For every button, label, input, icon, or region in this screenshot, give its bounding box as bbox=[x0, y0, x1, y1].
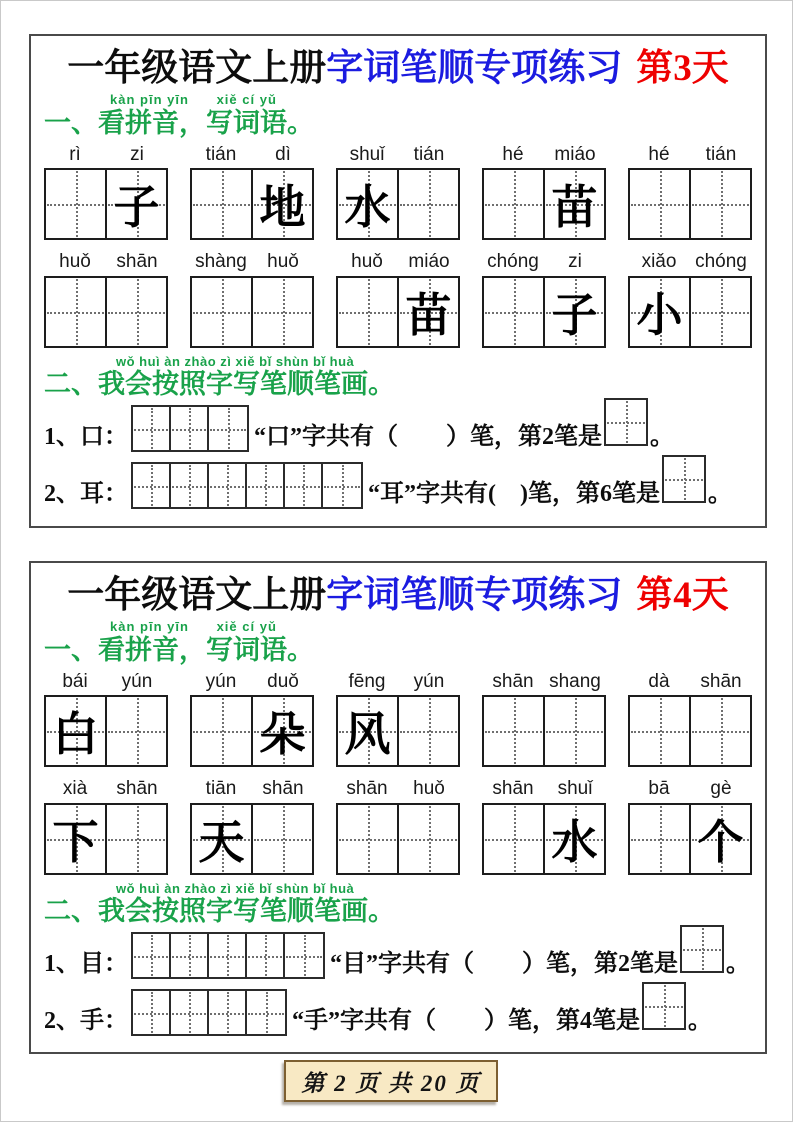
stroke-answer-box bbox=[680, 925, 724, 973]
pinyin-syllable: shang bbox=[549, 670, 601, 692]
grid-guide-vertical bbox=[222, 698, 224, 764]
writing-cell bbox=[107, 170, 166, 238]
pinyin-label bbox=[336, 778, 460, 801]
writing-grid bbox=[190, 695, 314, 767]
writing-cell bbox=[46, 278, 107, 346]
section2-heading-block bbox=[44, 882, 752, 927]
grid-guide-vertical bbox=[189, 465, 191, 506]
written-character: 水 bbox=[551, 817, 598, 869]
word-exercise bbox=[190, 778, 314, 875]
writing-cell bbox=[192, 170, 253, 238]
section2-title: 二、我会按照字写笔顺笔画。 bbox=[44, 896, 395, 927]
written-character: 子 bbox=[551, 290, 598, 342]
stroke-question-text: “耳”字共有( )笔，第6笔是 bbox=[368, 481, 660, 508]
writing-grid bbox=[628, 168, 752, 240]
pinyin-syllable: shuǐ bbox=[557, 778, 593, 800]
word-exercise bbox=[628, 251, 752, 348]
writing-grid bbox=[190, 803, 314, 875]
pinyin-syllable: tián bbox=[413, 143, 445, 165]
pinyin-label bbox=[628, 778, 752, 801]
writing-grid bbox=[44, 803, 168, 875]
pinyin-syllable: tián bbox=[705, 143, 737, 165]
stroke-cell bbox=[247, 991, 285, 1034]
stroke-cell bbox=[209, 991, 247, 1034]
written-character: 白 bbox=[52, 709, 99, 761]
grid-guide-vertical bbox=[702, 928, 704, 970]
pinyin-syllable: shān bbox=[700, 670, 742, 692]
grid-guide-vertical bbox=[137, 806, 139, 872]
pinyin-label bbox=[44, 251, 168, 274]
written-character: 水 bbox=[344, 182, 391, 234]
stroke-cell bbox=[133, 464, 171, 507]
grid-guide-vertical bbox=[721, 279, 723, 345]
grid-guide-vertical bbox=[137, 698, 139, 764]
stroke-order-exercise bbox=[44, 467, 752, 515]
pinyin-syllable: gè bbox=[710, 778, 732, 800]
pinyin-syllable: hé bbox=[502, 143, 524, 165]
page-number-text: 第 2 页 共 20 页 bbox=[301, 1070, 481, 1096]
grid-guide-vertical bbox=[151, 992, 153, 1033]
word-exercise bbox=[628, 144, 752, 241]
pinyin-syllable: chóng bbox=[487, 251, 539, 273]
pinyin-syllable: yún bbox=[121, 670, 153, 692]
pinyin-syllable: chóng bbox=[695, 251, 747, 273]
period-mark: 。 bbox=[650, 424, 674, 451]
grid-guide-vertical bbox=[227, 935, 229, 976]
word-row bbox=[44, 671, 752, 768]
section2-pinyin: wǒ huì àn zhào zì xiě bǐ shùn bǐ huà bbox=[116, 881, 355, 897]
title-grade-part: 一年级语文上册 bbox=[67, 48, 327, 89]
writing-grid bbox=[336, 695, 460, 767]
word-exercise bbox=[336, 778, 460, 875]
written-character: 朵 bbox=[259, 709, 306, 761]
pinyin-label bbox=[336, 671, 460, 694]
writing-cell bbox=[107, 278, 166, 346]
writing-grid bbox=[482, 695, 606, 767]
word-exercise bbox=[482, 251, 606, 348]
pinyin-label bbox=[44, 671, 168, 694]
grid-guide-vertical bbox=[429, 171, 431, 237]
writing-cell bbox=[399, 278, 458, 346]
grid-guide-vertical bbox=[304, 935, 306, 976]
stroke-question-text: “目”字共有（ ）笔，第2笔是 bbox=[330, 951, 678, 978]
period-mark: 。 bbox=[707, 481, 732, 508]
writing-cell bbox=[107, 805, 166, 873]
pinyin-label bbox=[482, 144, 606, 167]
word-exercise bbox=[190, 251, 314, 348]
word-exercise bbox=[336, 251, 460, 348]
pinyin-label bbox=[336, 251, 460, 274]
word-row bbox=[44, 144, 752, 241]
written-character: 天 bbox=[198, 817, 245, 869]
grid-guide-vertical bbox=[342, 465, 344, 506]
written-character: 地 bbox=[259, 182, 306, 234]
pinyin-syllable: duǒ bbox=[267, 670, 299, 692]
word-row bbox=[44, 251, 752, 348]
pinyin-syllable: miáo bbox=[408, 251, 450, 273]
word-exercise bbox=[336, 144, 460, 241]
stroke-order-grid bbox=[131, 462, 363, 509]
grid-guide-vertical bbox=[626, 401, 628, 443]
writing-cell bbox=[545, 278, 604, 346]
stroke-question-text: “口”字共有（ ）笔，第2笔是 bbox=[254, 424, 602, 451]
pinyin-label bbox=[190, 144, 314, 167]
word-row bbox=[44, 778, 752, 875]
grid-guide-vertical bbox=[514, 698, 516, 764]
word-exercise bbox=[482, 671, 606, 768]
pinyin-syllable: shuǐ bbox=[349, 143, 385, 165]
grid-guide-vertical bbox=[664, 985, 666, 1027]
stroke-order-exercise bbox=[44, 994, 752, 1042]
word-exercise bbox=[482, 778, 606, 875]
pinyin-syllable: dà bbox=[648, 670, 670, 692]
word-exercise bbox=[628, 671, 752, 768]
written-character: 子 bbox=[113, 182, 160, 234]
grid-guide-vertical bbox=[368, 279, 370, 345]
section1-pinyin: kàn pīn yīn xiě cí yǔ bbox=[110, 92, 277, 108]
stroke-cell bbox=[133, 407, 171, 450]
pinyin-label bbox=[482, 251, 606, 274]
word-exercise bbox=[190, 671, 314, 768]
title-grade-part: 一年级语文上册 bbox=[67, 575, 327, 616]
writing-cell bbox=[253, 805, 312, 873]
section1-heading-block bbox=[44, 620, 752, 665]
grid-guide-vertical bbox=[429, 806, 431, 872]
pinyin-syllable: fēng bbox=[348, 670, 386, 692]
writing-cell bbox=[691, 805, 750, 873]
writing-cell bbox=[545, 170, 604, 238]
pinyin-syllable: shān bbox=[116, 778, 158, 800]
word-exercise bbox=[336, 671, 460, 768]
grid-guide-vertical bbox=[227, 465, 229, 506]
word-exercise bbox=[44, 671, 168, 768]
pinyin-syllable: rì bbox=[69, 143, 81, 165]
pinyin-syllable: shān bbox=[492, 670, 534, 692]
stroke-cell bbox=[247, 934, 285, 977]
title-day-badge: 第3天 bbox=[636, 48, 729, 89]
grid-guide-vertical bbox=[429, 698, 431, 764]
grid-guide-vertical bbox=[228, 408, 230, 449]
writing-grid bbox=[44, 695, 168, 767]
pinyin-syllable: dì bbox=[275, 143, 291, 165]
pinyin-syllable: yún bbox=[205, 670, 237, 692]
written-character: 苗 bbox=[405, 290, 452, 342]
pinyin-syllable: zi bbox=[568, 251, 582, 273]
word-exercise bbox=[44, 778, 168, 875]
grid-guide-vertical bbox=[283, 279, 285, 345]
grid-guide-vertical bbox=[514, 279, 516, 345]
writing-grid bbox=[628, 276, 752, 348]
grid-guide-vertical bbox=[189, 408, 191, 449]
writing-cell bbox=[545, 805, 604, 873]
grid-guide-vertical bbox=[151, 408, 153, 449]
pinyin-label bbox=[44, 144, 168, 167]
grid-guide-vertical bbox=[660, 698, 662, 764]
writing-grid bbox=[482, 168, 606, 240]
stroke-order-grid bbox=[131, 989, 287, 1036]
writing-cell bbox=[107, 697, 166, 765]
writing-cell bbox=[630, 278, 691, 346]
section2-title: 二、我会按照字写笔顺笔画。 bbox=[44, 369, 395, 400]
word-exercise bbox=[44, 144, 168, 241]
writing-grid bbox=[482, 276, 606, 348]
writing-grid bbox=[336, 276, 460, 348]
pinyin-label bbox=[190, 251, 314, 274]
written-character: 下 bbox=[52, 817, 99, 869]
writing-cell bbox=[399, 805, 458, 873]
pinyin-label bbox=[190, 778, 314, 801]
word-exercise bbox=[44, 251, 168, 348]
writing-cell bbox=[46, 697, 107, 765]
stroke-cell bbox=[323, 464, 361, 507]
writing-cell bbox=[484, 170, 545, 238]
writing-grid bbox=[336, 803, 460, 875]
grid-guide-vertical bbox=[222, 171, 224, 237]
grid-guide-vertical bbox=[189, 935, 191, 976]
pinyin-syllable: huǒ bbox=[267, 251, 299, 273]
pinyin-syllable: xià bbox=[62, 778, 88, 800]
writing-grid bbox=[44, 168, 168, 240]
writing-cell bbox=[484, 278, 545, 346]
grid-guide-vertical bbox=[514, 171, 516, 237]
stroke-cell bbox=[209, 464, 247, 507]
grid-guide-vertical bbox=[227, 992, 229, 1033]
grid-guide-vertical bbox=[76, 279, 78, 345]
pinyin-syllable: shān bbox=[346, 778, 388, 800]
grid-guide-vertical bbox=[660, 806, 662, 872]
writing-grid bbox=[336, 168, 460, 240]
writing-cell bbox=[253, 170, 312, 238]
pinyin-label bbox=[628, 671, 752, 694]
grid-guide-vertical bbox=[265, 465, 267, 506]
writing-cell bbox=[338, 170, 399, 238]
title-subject-part: 字词笔顺专项练习 bbox=[326, 48, 623, 89]
written-character: 小 bbox=[636, 290, 683, 342]
grid-guide-vertical bbox=[283, 806, 285, 872]
stroke-cell bbox=[247, 464, 285, 507]
title-subject-part: 字词笔顺专项练习 bbox=[326, 575, 623, 616]
grid-guide-vertical bbox=[265, 935, 267, 976]
pinyin-label bbox=[482, 671, 606, 694]
stroke-exercise-label: 2、手： bbox=[44, 1008, 128, 1035]
pinyin-syllable: yún bbox=[413, 670, 445, 692]
page-number-footer bbox=[284, 1060, 498, 1102]
stroke-order-exercise bbox=[44, 410, 752, 458]
section1-title: 一、看拼音，写词语。 bbox=[44, 634, 314, 665]
grid-guide-vertical bbox=[660, 171, 662, 237]
pinyin-syllable: huǒ bbox=[59, 251, 91, 273]
pinyin-syllable: miáo bbox=[554, 143, 596, 165]
writing-cell bbox=[338, 278, 399, 346]
period-mark: 。 bbox=[688, 1008, 712, 1035]
stroke-order-exercise bbox=[44, 937, 752, 985]
writing-cell bbox=[192, 278, 253, 346]
grid-guide-vertical bbox=[151, 935, 153, 976]
writing-cell bbox=[192, 805, 253, 873]
writing-cell bbox=[253, 278, 312, 346]
pinyin-syllable: bái bbox=[62, 670, 88, 692]
grid-guide-vertical bbox=[575, 698, 577, 764]
grid-guide-vertical bbox=[684, 458, 686, 500]
stroke-exercise-list bbox=[44, 937, 752, 1042]
title-day-badge: 第4天 bbox=[636, 575, 729, 616]
stroke-cell bbox=[171, 464, 209, 507]
writing-grid bbox=[190, 168, 314, 240]
section1-heading-block bbox=[44, 93, 752, 138]
section2-heading-block bbox=[44, 355, 752, 400]
stroke-cell bbox=[285, 464, 323, 507]
grid-guide-vertical bbox=[514, 806, 516, 872]
stroke-answer-box bbox=[642, 982, 686, 1030]
pinyin-label bbox=[44, 778, 168, 801]
written-character: 个 bbox=[697, 817, 744, 869]
writing-cell bbox=[630, 697, 691, 765]
stroke-cell bbox=[209, 934, 247, 977]
pinyin-syllable: shān bbox=[116, 251, 158, 273]
period-mark: 。 bbox=[726, 951, 750, 978]
pinyin-label bbox=[336, 144, 460, 167]
pinyin-label bbox=[482, 778, 606, 801]
writing-cell bbox=[630, 170, 691, 238]
word-exercise bbox=[482, 144, 606, 241]
pinyin-syllable: tián bbox=[205, 143, 237, 165]
grid-guide-vertical bbox=[222, 279, 224, 345]
stroke-cell bbox=[171, 407, 209, 450]
pinyin-syllable: tiān bbox=[205, 778, 237, 800]
writing-cell bbox=[192, 697, 253, 765]
pinyin-syllable: huǒ bbox=[413, 778, 445, 800]
writing-cell bbox=[691, 278, 750, 346]
writing-cell bbox=[338, 697, 399, 765]
word-exercise bbox=[190, 144, 314, 241]
pinyin-syllable: hé bbox=[648, 143, 670, 165]
stroke-answer-box bbox=[604, 398, 648, 446]
writing-grid bbox=[628, 695, 752, 767]
stroke-exercise-list bbox=[44, 410, 752, 515]
writing-cell bbox=[253, 697, 312, 765]
stroke-order-grid bbox=[131, 932, 325, 979]
grid-guide-vertical bbox=[368, 806, 370, 872]
writing-cell bbox=[484, 805, 545, 873]
stroke-cell bbox=[133, 991, 171, 1034]
worksheet-title-day4 bbox=[44, 573, 752, 619]
stroke-cell bbox=[285, 934, 323, 977]
writing-grid bbox=[190, 276, 314, 348]
writing-grid bbox=[628, 803, 752, 875]
worksheet-panel-day3 bbox=[29, 34, 767, 528]
pinyin-label bbox=[628, 144, 752, 167]
stroke-question-text: “手”字共有（ ）笔，第4笔是 bbox=[292, 1008, 640, 1035]
pinyin-label bbox=[628, 251, 752, 274]
worksheet-panel-day4 bbox=[29, 561, 767, 1054]
stroke-order-grid bbox=[131, 405, 249, 452]
stroke-cell bbox=[209, 407, 247, 450]
grid-guide-vertical bbox=[721, 171, 723, 237]
pinyin-syllable: zi bbox=[130, 143, 144, 165]
writing-cell bbox=[691, 170, 750, 238]
writing-cell bbox=[338, 805, 399, 873]
stroke-cell bbox=[171, 934, 209, 977]
writing-cell bbox=[399, 170, 458, 238]
grid-guide-vertical bbox=[303, 465, 305, 506]
pinyin-syllable: shān bbox=[492, 778, 534, 800]
writing-cell bbox=[691, 697, 750, 765]
section2-pinyin: wǒ huì àn zhào zì xiě bǐ shùn bǐ huà bbox=[116, 354, 355, 370]
pinyin-syllable: shān bbox=[262, 778, 304, 800]
writing-cell bbox=[399, 697, 458, 765]
grid-guide-vertical bbox=[189, 992, 191, 1033]
writing-grid bbox=[482, 803, 606, 875]
grid-guide-vertical bbox=[266, 992, 268, 1033]
pinyin-label bbox=[190, 671, 314, 694]
word-exercise bbox=[628, 778, 752, 875]
writing-cell bbox=[46, 170, 107, 238]
grid-guide-vertical bbox=[137, 279, 139, 345]
pinyin-syllable: shàng bbox=[195, 251, 247, 273]
section1-pinyin: kàn pīn yīn xiě cí yǔ bbox=[110, 619, 277, 635]
grid-guide-vertical bbox=[76, 171, 78, 237]
section1-title: 一、看拼音，写词语。 bbox=[44, 107, 314, 138]
writing-cell bbox=[46, 805, 107, 873]
writing-cell bbox=[545, 697, 604, 765]
writing-grid bbox=[44, 276, 168, 348]
stroke-exercise-label: 1、口： bbox=[44, 424, 128, 451]
writing-cell bbox=[630, 805, 691, 873]
pinyin-syllable: huǒ bbox=[351, 251, 383, 273]
written-character: 风 bbox=[344, 709, 391, 761]
pinyin-syllable: bā bbox=[648, 778, 670, 800]
stroke-exercise-label: 2、耳： bbox=[44, 481, 128, 508]
worksheet-title-day3 bbox=[44, 46, 752, 92]
written-character: 苗 bbox=[551, 182, 598, 234]
stroke-answer-box bbox=[662, 455, 706, 503]
grid-guide-vertical bbox=[721, 698, 723, 764]
stroke-exercise-label: 1、目： bbox=[44, 951, 128, 978]
grid-guide-vertical bbox=[151, 465, 153, 506]
stroke-cell bbox=[171, 991, 209, 1034]
pinyin-syllable: xiǎo bbox=[641, 251, 677, 273]
writing-cell bbox=[484, 697, 545, 765]
stroke-cell bbox=[133, 934, 171, 977]
